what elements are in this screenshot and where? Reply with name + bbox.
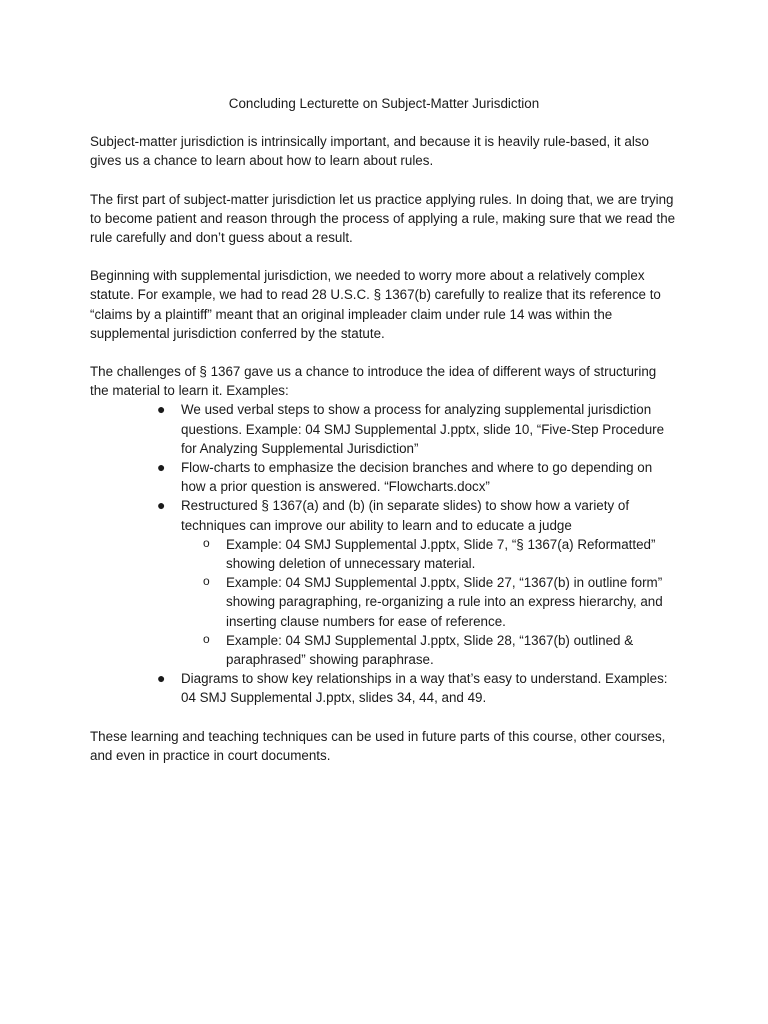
bullet-icon: ● <box>157 497 166 514</box>
bullet-list <box>90 400 678 707</box>
list-item <box>157 496 678 669</box>
circle-bullet-icon: o <box>203 535 210 550</box>
paragraph-challenges: The challenges of § 1367 gave us a chance to introduce the idea of different ways of structuring the material to learn it. Examples: <box>90 364 657 399</box>
list-item-text: Flow-charts to emphasize the decision branches and where to go depending on how a prior question is answered. “Flowcharts.docx” <box>181 460 653 495</box>
paragraph-applying-rules: The first part of subject-matter jurisdiction let us practice applying rules. In doing that, we are trying to become patient and reason through the process of applying a rule, making sure that we read the rule carefully and don’t guess about a result. <box>90 191 676 246</box>
list-item <box>157 400 678 458</box>
sub-list-item <box>203 535 678 573</box>
circle-bullet-icon: o <box>203 631 210 646</box>
bullet-icon: ● <box>157 670 166 687</box>
paragraph-conclusion: These learning and teaching techniques can be used in future parts of this course, other courses, and even in practice in court documents. <box>90 728 666 763</box>
sub-list-item <box>203 573 678 631</box>
sub-list-item <box>203 631 678 669</box>
bullet-icon: ● <box>157 401 166 418</box>
sub-list-item-text: Example: 04 SMJ Supplemental J.pptx, Slide 7, “§ 1367(a) Reformatted” showing deletion of unnecessary material. <box>226 536 656 572</box>
paragraph-intro: Subject-matter jurisdiction is intrinsically important, and because it is heavily rule-based, it also gives us a chance to learn about how to learn about rules. <box>90 134 649 169</box>
list-item <box>157 458 678 496</box>
sub-list-item-text: Example: 04 SMJ Supplemental J.pptx, Slide 27, “1367(b) in outline form” showing paragraphing, re-organizing a rule into an express hierarchy, and inserting clause numbers for ease of reference. <box>226 575 663 629</box>
list-item-text: We used verbal steps to show a process for analyzing supplemental jurisdiction questions. Example: 04 SMJ Supplemental J.pptx, slide 10, “Five-Step Procedure for Analyzing Supplemental Jurisdiction” <box>181 402 665 456</box>
list-item-text: Diagrams to show key relationships in a way that’s easy to understand. Examples: 04 SMJ Supplemental J.pptx, slides 34, 44, and 49. <box>181 671 668 706</box>
sub-list-item-text: Example: 04 SMJ Supplemental J.pptx, Slide 28, “1367(b) outlined & paraphrased” showing paraphrase. <box>226 632 634 668</box>
circle-bullet-icon: o <box>203 574 210 589</box>
sub-list <box>181 535 678 669</box>
bullet-icon: ● <box>157 459 166 476</box>
list-item <box>157 669 678 707</box>
document-title: Concluding Lecturette on Subject-Matter Jurisdiction <box>228 96 540 111</box>
list-item-text: Restructured § 1367(a) and (b) (in separate slides) to show how a variety of techniques can improve our ability to learn and to educate a judge <box>181 498 630 533</box>
paragraph-supplemental: Beginning with supplemental jurisdiction, we needed to worry more about a relatively complex statute. For example, we had to read 28 U.S.C. § 1367(b) carefully to realize that its reference to “claims by a plaintiff” meant that an original impleader claim under rule 14 was within the supplemental jurisdiction conferred by the statute. <box>90 268 661 341</box>
